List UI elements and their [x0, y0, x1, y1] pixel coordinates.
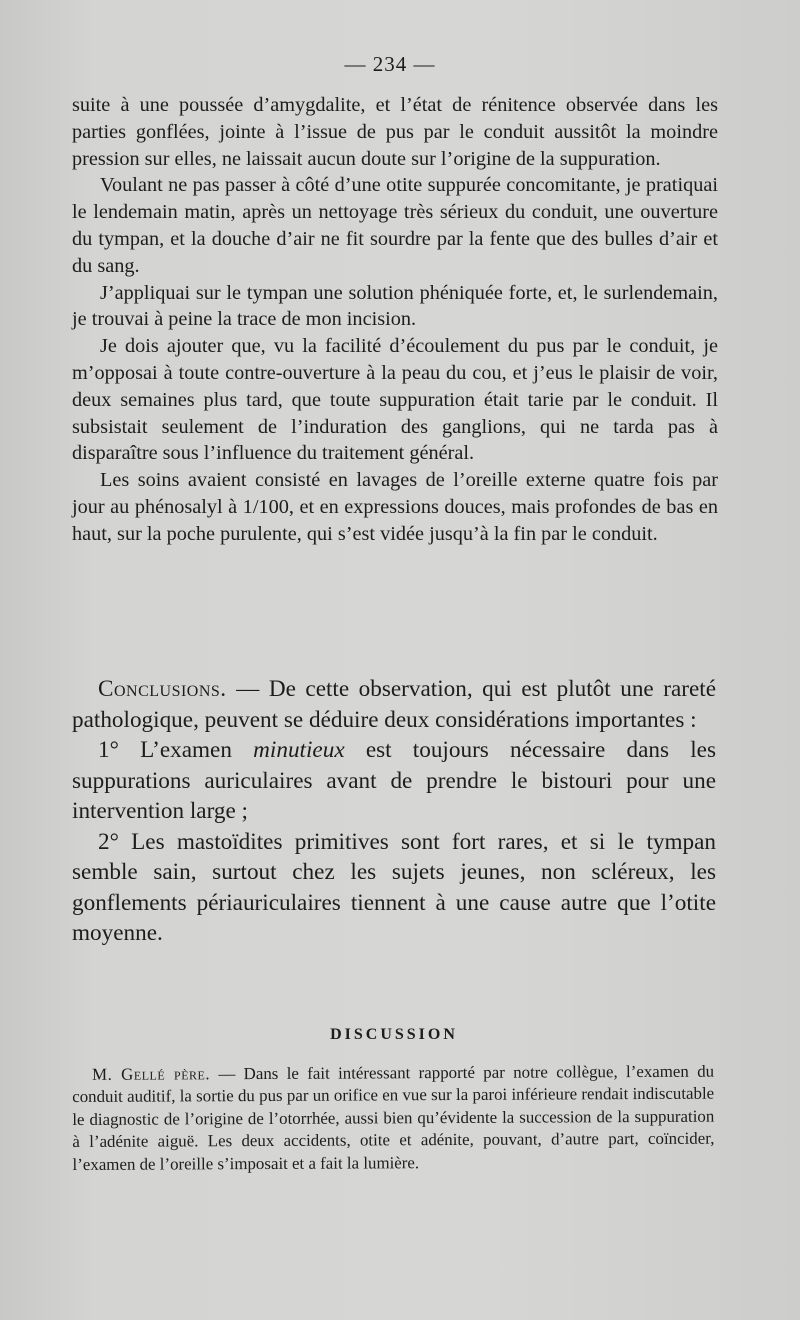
paragraph-3: J’appliquai sur le tympan une solution phéniquée forte, et, le surlendemain, je trouvai à peine la trace de mon incision.	[72, 281, 718, 331]
paragraph-4: Je dois ajouter que, vu la facilité d’écoulement du pus par le conduit, je m’opposai à toute contre-ouverture à la peau du cou, et j’eus le plaisir de voir, deux semaines plus tard, que toute suppuration était tarie par le conduit. Il subsistait seulement de l’induration des ganglions, qui ne tarda pas à disparaître sous l’influence du traitement général.	[72, 335, 718, 465]
paragraph-2: Voulant ne pas passer à côté d’une otite suppurée concomitante, je pratiquai le lendemain matin, après un nettoyage très sérieux du conduit, une ouverture du tympan, et la douche d’air ne fit sourdre par la fente que des bulles d’air et du sang.	[72, 174, 718, 277]
point-1-emphasis: minutieux	[253, 737, 345, 763]
paragraph-1: suite à une poussée d’amygdalite, et l’état de rénitence observée dans les parties gonflées, jointe à l’issue de pus par le conduit aussitôt la moindre pression sur elles, ne laissait aucun doute sur l’origine de la suppuration.	[72, 94, 718, 170]
conclusions-intro	[72, 674, 716, 735]
page-number: — 234 —	[344, 52, 436, 76]
discussion-speaker: M. Gellé père.	[92, 1064, 211, 1084]
discussion-paragraph	[72, 1061, 715, 1176]
conclusions-section	[72, 674, 716, 949]
observation-text	[72, 92, 718, 548]
conclusions-intro-text: — De cette observation, qui est plutôt une rareté pathologique, peuvent se déduire deux considérations importantes :	[72, 676, 716, 733]
discussion-body	[72, 1061, 715, 1176]
point-1-prefix: 1° L’examen	[98, 737, 254, 763]
conclusion-point-2: 2° Les mastoïdites primitives sont fort rares, et si le tympan semble sain, surtout chez les sujets jeunes, non scléreux, les gonflements périauriculaires tiennent à une cause autre que l’otite moyenne.	[72, 828, 716, 946]
paragraph-5: Les soins avaient consisté en lavages de l’oreille externe quatre fois par jour au phénosalyl à 1/100, et en expressions douces, mais profondes de bas en haut, sur la poche purulente, qui s’est vidée jusqu’à la fin par le conduit.	[72, 469, 718, 545]
discussion-title: DISCUSSION	[330, 1026, 458, 1043]
conclusions-heading: Conclusions.	[98, 676, 227, 702]
conclusion-point-1	[72, 735, 716, 827]
point-1-rest: est toujours nécessaire dans les suppurations auriculaires avant de prendre le bistouri pour une intervention large ;	[72, 737, 716, 824]
discussion-text: — Dans le fait intéressant rapporté par notre collègue, l’examen du conduit auditif, la sortie du pus par un orifice en vue sur la paroi inférieure rendait indiscutable le diagnostic de l’origine de l’otorrhée, aussi bien qu’évidente la succession de la suppuration à l’adénite aiguë. Les deux accidents, otite et adénite, pouvant, d’autre part, coïncider, l’examen de l’oreille s’imposait et a fait la lumière.	[72, 1061, 715, 1174]
